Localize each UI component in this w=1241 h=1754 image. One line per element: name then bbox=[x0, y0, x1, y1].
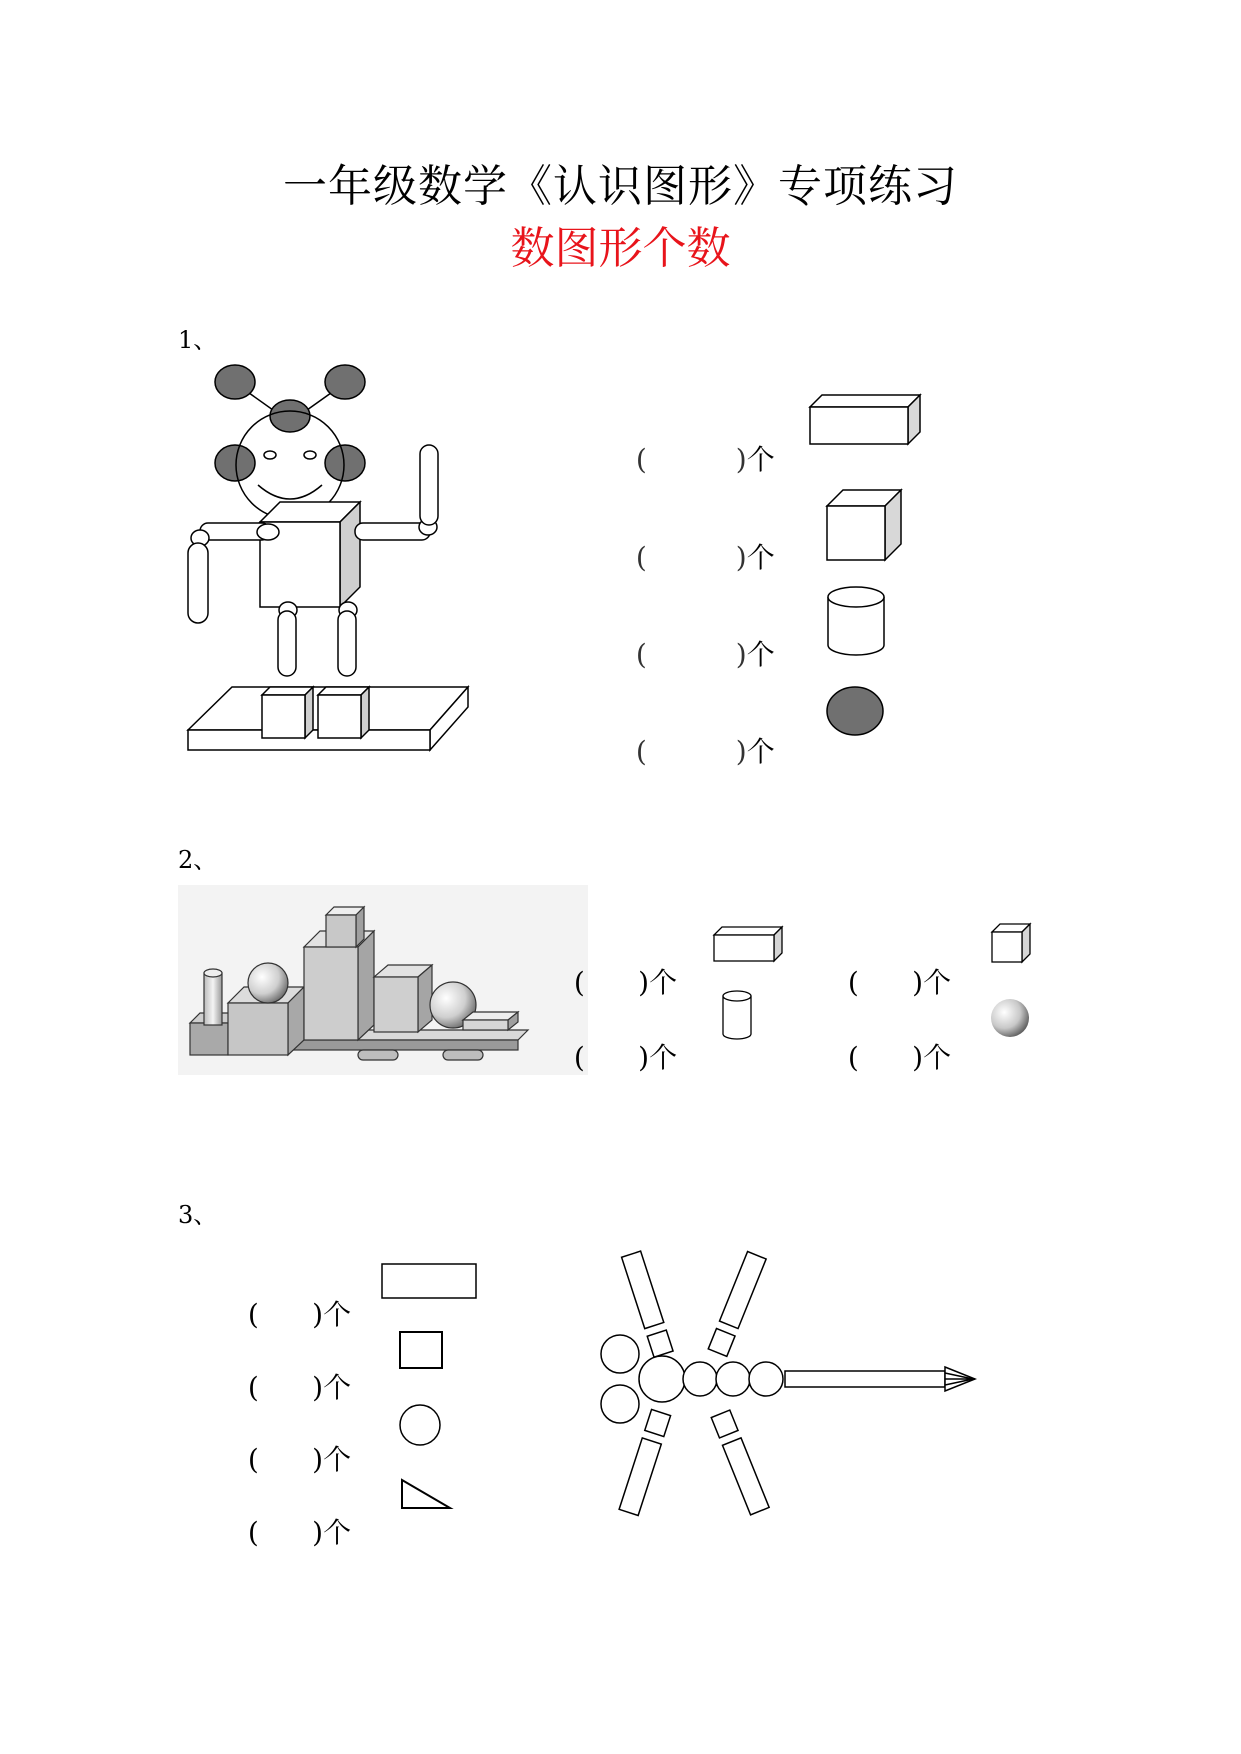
answer-blank[interactable]: ( )个 bbox=[635, 541, 775, 574]
answer-blank[interactable]: ( )个 bbox=[247, 1443, 352, 1476]
circle-icon bbox=[398, 1403, 444, 1449]
page-subtitle: 数图形个数 bbox=[510, 223, 731, 274]
answer-blank[interactable]: ( )个 bbox=[573, 1041, 678, 1074]
answer-blank[interactable]: ( )个 bbox=[247, 1516, 352, 1549]
answer-blank[interactable]: ( )个 bbox=[247, 1371, 352, 1404]
answer-blank[interactable]: ( )个 bbox=[573, 966, 678, 999]
dragonfly-figure bbox=[590, 1252, 990, 1522]
sphere-icon bbox=[825, 685, 895, 745]
answer-blank[interactable]: ( )个 bbox=[635, 638, 775, 671]
answer-blank[interactable]: ( )个 bbox=[847, 1041, 952, 1074]
question-2-number: 2、 bbox=[178, 846, 218, 874]
cube-icon bbox=[990, 922, 1040, 972]
question-3-number: 3、 bbox=[178, 1201, 218, 1229]
answer-blank[interactable]: ( )个 bbox=[247, 1298, 352, 1331]
rectangular-prism-icon bbox=[808, 392, 928, 452]
robot-figure bbox=[180, 355, 480, 775]
triangle-icon bbox=[400, 1478, 456, 1514]
rectangular-prism-icon bbox=[712, 925, 792, 970]
rectangle-icon bbox=[380, 1262, 480, 1302]
cylinder-icon bbox=[720, 990, 760, 1045]
answer-blank[interactable]: ( )个 bbox=[847, 966, 952, 999]
square-icon bbox=[398, 1330, 448, 1374]
page-title: 一年级数学《认识图形》专项练习 bbox=[283, 161, 958, 212]
sphere-icon bbox=[990, 998, 1034, 1042]
cube-icon bbox=[825, 488, 915, 563]
answer-blank[interactable]: ( )个 bbox=[635, 443, 775, 476]
cylinder-icon bbox=[825, 585, 895, 660]
answer-blank[interactable]: ( )个 bbox=[635, 735, 775, 768]
question-1-number: 1、 bbox=[178, 326, 218, 354]
train-of-solids-figure bbox=[178, 885, 588, 1075]
